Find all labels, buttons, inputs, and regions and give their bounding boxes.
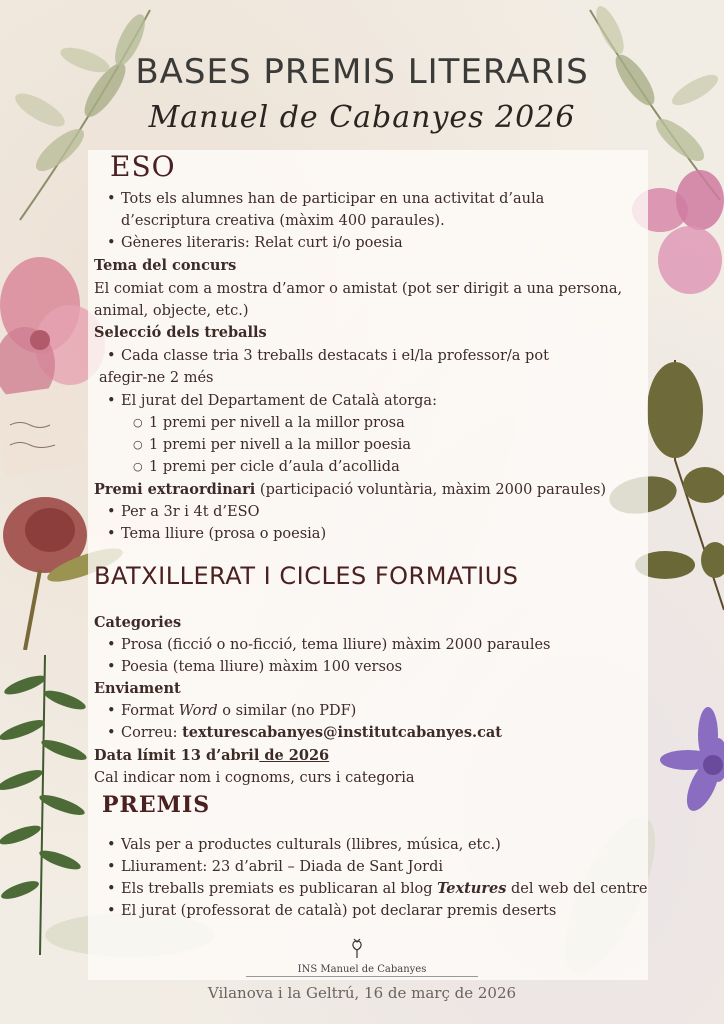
correu-label: Correu: [121,725,183,741]
footer-divider [246,976,478,977]
list-item: • El jurat (professorat de català) pot declarar premis deserts [121,901,556,921]
extraordinari-detail: (participació voluntària, màxim 2000 paraules) [255,482,607,498]
section-heading-premis: PREMIS [102,792,211,818]
section-heading-eso: ESO [110,150,176,183]
blog-name: Textures [437,880,507,897]
list-item: • Tema lliure (prosa o poesia) [121,524,326,544]
format-prefix: Format [121,703,179,719]
deadline-year: de 2026 [259,747,330,764]
blog-suffix: del web del centre [506,881,648,897]
subheading-categories: Categories [94,614,182,631]
blog-prefix: Els treballs premiats es publicaran al blog [121,881,438,897]
subheading-extraordinari: Premi extraordinari [94,481,256,498]
section-heading-batxillerat: BATXILLERAT I CICLES FORMATIUS [94,562,519,590]
sub-list-item: ○ 1 premi per nivell a la millor poesia [149,435,411,455]
format-word: Word [178,703,218,719]
footer-organization: INS Manuel de Cabanyes [297,964,427,975]
deadline-label: Data límit 13 d’abril [94,747,260,764]
sub-list-item: ○ 1 premi per cicle d’aula d’acollida [149,457,400,477]
list-item-continuation: afegir-ne 2 més [99,370,214,386]
footer-place-date: Vilanova i la Geltrú, 16 de març de 2026 [207,984,517,1002]
paragraph-cal-indicar: Cal indicar nom i cognoms, curs i categoria [94,770,415,786]
rose-logo-icon [349,937,365,959]
list-item-format [121,701,356,721]
page-title: BASES PREMIS LITERARIS [135,52,589,92]
deadline-line [94,746,329,766]
subheading-enviament: Enviament [94,680,181,697]
letter-paper-icon [0,385,85,475]
list-item: • El jurat del Departament de Català atorga: [121,391,437,411]
list-item: • Cada classe tria 3 treballs destacats i el/la professor/a pot [121,346,549,366]
format-suffix: o similar (no PDF) [217,703,357,719]
list-item: • Prosa (ficció o no-ficció, tema lliure) màxim 2000 paraules [121,635,551,655]
list-item: • Vals per a productes culturals (llibres, música, etc.) [121,835,501,855]
paragraph-tema-continuation: animal, objecte, etc.) [94,303,249,319]
list-item: • Tots els alumnes han de participar en una activitat d’aula [121,189,544,209]
premi-extraordinari-line [94,480,606,500]
list-item-blog [121,879,647,899]
page-subtitle: Manuel de Cabanyes 2026 [148,100,576,135]
paragraph-tema: El comiat com a mostra d’amor o amistat (pot ser dirigit a una persona, [94,281,623,297]
list-item: • Per a 3r i 4t d’ESO [121,502,259,522]
list-item-correu [121,723,502,743]
subheading-seleccio: Selecció dels treballs [94,324,267,341]
list-item: • Poesia (tema lliure) màxim 100 versos [121,657,402,677]
email-link[interactable]: texturescabanyes@institutcabanyes.cat [182,724,503,741]
list-item: • Gèneres literaris: Relat curt i/o poesia [121,233,403,253]
list-item: • Lliurament: 23 d’abril – Diada de Sant Jordi [121,857,443,877]
subheading-tema: Tema del concurs [94,257,237,274]
sub-list-item: ○ 1 premi per nivell a la millor prosa [149,413,405,433]
list-item-continuation: d’escriptura creativa (màxim 400 paraules). [121,213,445,229]
